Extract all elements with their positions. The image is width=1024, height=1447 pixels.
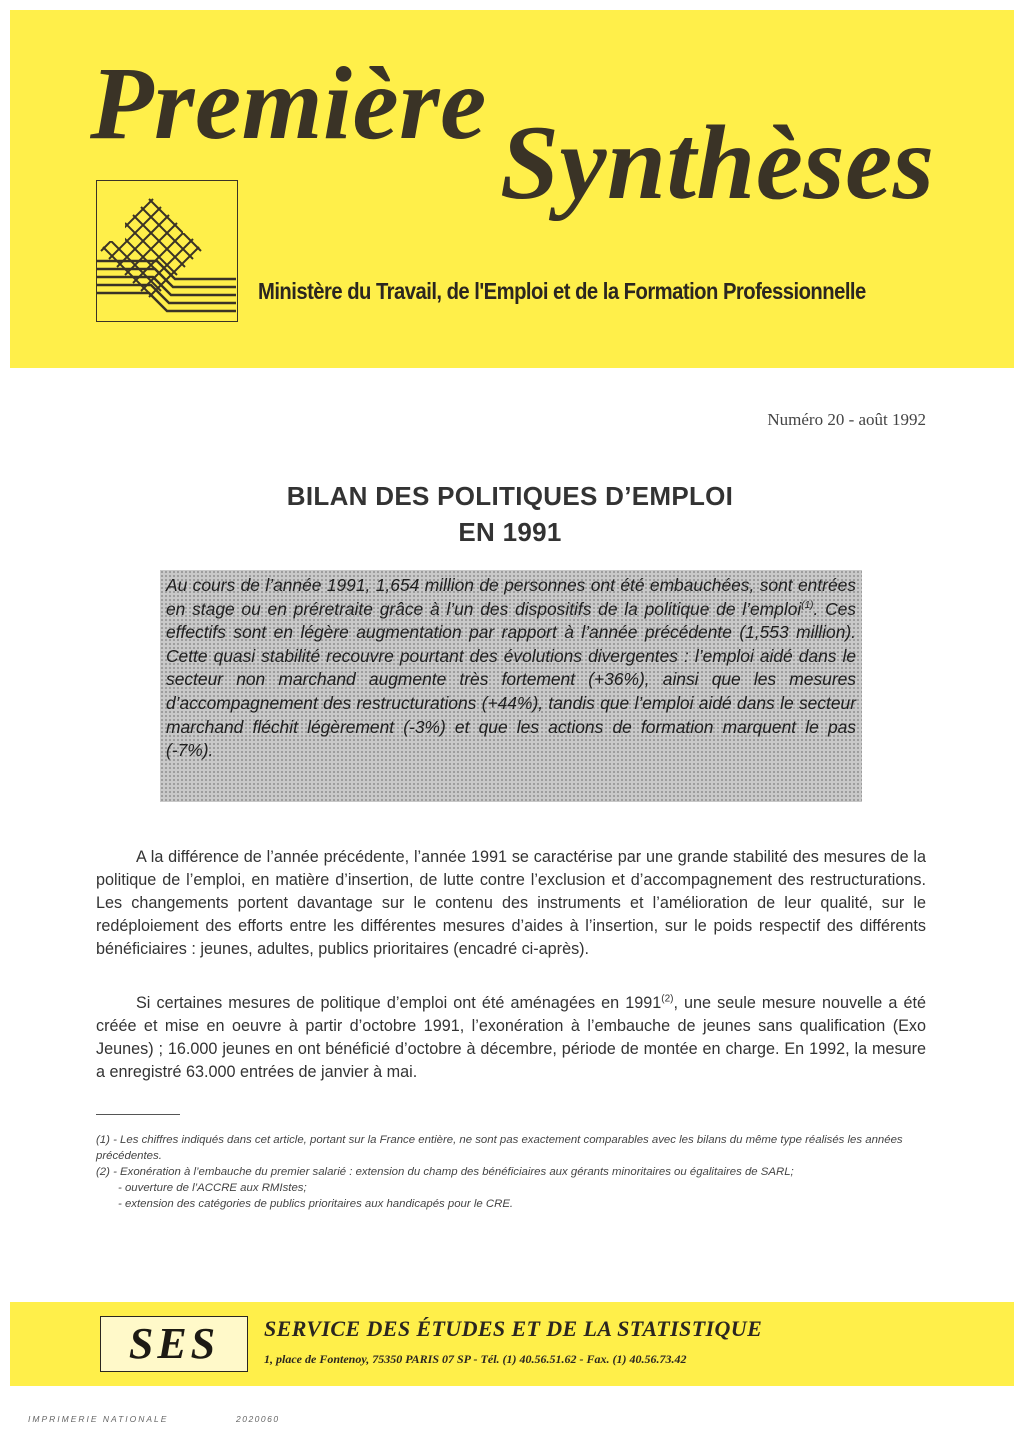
service-address: 1, place de Fontenoy, 75350 PARIS 07 SP - Tél. (1) 40.56.51.62 - Fax. (1) 40.56.73.42 [264,1352,687,1366]
abstract-text [166,574,856,763]
footnote-divider [96,1114,180,1115]
article-title-line1: BILAN DES POLITIQUES D’EMPLOI [286,481,734,511]
footnote-ref-1: (1) [801,599,814,611]
footnote-ref-2: (2) [661,993,674,1005]
ses-logo [100,1316,248,1372]
body-paragraph-2 [96,992,926,1084]
footnote-2-item-b: - extension des catégories de publics prioritaires aux handicapés pour le CRE. [118,1198,514,1210]
ses-logo-text: SES [128,1319,220,1368]
service-name: SERVICE DES ÉTUDES ET DE LA STATISTIQUE [264,1316,763,1341]
printer-name: IMPRIMERIE NATIONALE [28,1414,169,1424]
publication-title-premiere: Première [90,46,487,161]
article-title-line2: EN 1991 [458,517,562,547]
footnote-1: (1) - Les chiffres indiqués dans cet article, portant sur la France entière, ne sont pas exactement comparables avec les bilans du même type réalisés les années précédentes. [96,1134,903,1162]
printer-code: 2020060 [236,1414,280,1424]
ministry-logo-icon [96,180,238,322]
footnote-2: (2) - Exonération à l’embauche du premier salarié : extension du champ des bénéficiaires aux gérants minoritaires ou égalitaires de SARL; [96,1166,794,1178]
body-paragraph-2-part1: Si certaines mesures de politique d’emploi ont été aménagées en 1991 [136,994,662,1012]
issue-number-date: Numéro 20 - août 1992 [767,410,926,429]
footnote-2-item-a: - ouverture de l’ACCRE aux RMIstes; [118,1182,307,1194]
publication-title-syntheses: Synthèses [500,104,935,221]
abstract-text-part1: Au cours de l’année 1991, 1,654 million de personnes ont été embauchées, sont entrées en stage ou en préretraite grâce à l’un des dispositifs de la politique de l’emploi [166,575,856,619]
abstract-text-part2: . Ces effectifs sont en légère augmentation par rapport à l’année précédente (1,553 million). Cette quasi stabilité recouvre pourtant des évolutions divergentes : l’emploi aidé dans le secteur non marchand augmente très fortement (+36%), ainsi que les mesures d’accompagnement des restructurations (+44%), tandis que l’emploi aidé dans le secteur marchand fléchit légèrement (-3%) et que les actions de formation marquent le pas (-7%). [166,598,856,761]
body-paragraph-2-part2: , une seule mesure nouvelle a été créée et mise en oeuvre à partir d’octobre 1991, l’exonération à l’embauche de jeunes sans qualification (Exo Jeunes) ; 16.000 jeunes en ont bénéficié d’octobre à décembre, période de montée en charge. En 1992, la mesure a enregistré 63.000 entrées de janvier à mai. [96,994,926,1082]
article-title [190,478,830,550]
footnotes [96,1132,926,1212]
body-paragraph-1: A la différence de l’année précédente, l’année 1991 se caractérise par une grande stabilité des mesures de la politique de l’emploi, en matière d’insertion, de lutte contre l’exclusion et d’accompagnement des restructurations. Les changements portent davantage sur le contenu des instruments et l’amélioration de leur qualité, sur le redéploiement des efforts entre les différentes mesures d’aides à l’insertion, sur le poids respectif des différents bénéficiaires : jeunes, adultes, publics prioritaires (encadré ci-après). [96,848,926,959]
ministry-name: Ministère du Travail, de l'Emploi et de la Formation Professionnelle [258,278,866,304]
